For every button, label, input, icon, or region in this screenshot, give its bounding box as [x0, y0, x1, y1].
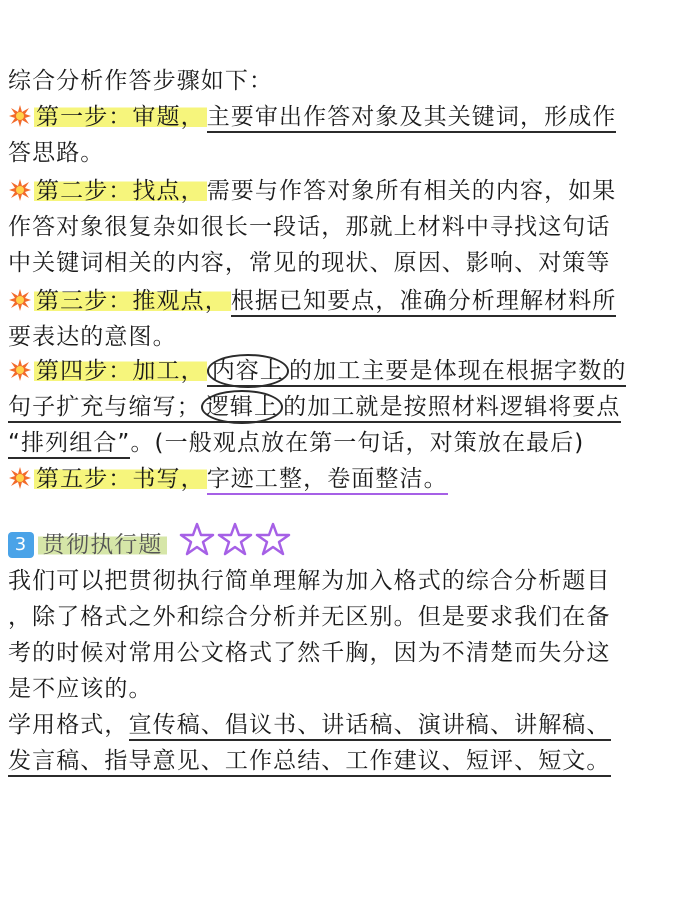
burst-icon — [8, 104, 32, 128]
step-3-line-2: 要表达的意图。 — [8, 324, 177, 350]
step-4-line-3: “排列组合”。(一般观点放在第一句话，对策放在最后) — [8, 424, 584, 462]
intro-line: 综合分析作答步骤如下： — [8, 68, 274, 94]
step-4-label: 第四步：加工， — [36, 358, 205, 384]
step-4-line-2: 句子扩充与缩写； 逻辑上 的加工就是按照材料逻辑将要点 — [8, 388, 621, 426]
section-3-heading — [8, 522, 291, 560]
burst-icon — [8, 466, 32, 490]
step-5-text: 字迹工整，卷面整洁。 — [207, 466, 448, 495]
section-3-title: 贯彻执行题 — [38, 532, 167, 558]
circled-content: 内容上 — [207, 354, 289, 388]
burst-icon — [8, 358, 32, 382]
burst-icon — [8, 288, 32, 312]
section-3-line-2: ，除了格式之外和综合分析并无区别。但是要求我们在备 — [8, 604, 611, 630]
keycap-3-icon: 3 — [8, 532, 34, 558]
step-2-line-1: 第二步：找点，需要与作答对象所有相关的内容，如果 — [8, 172, 616, 210]
formats-line-2 — [8, 742, 611, 780]
formats-list-1: 宣传稿、倡议书、讲话稿、演讲稿、讲解稿、 — [129, 712, 611, 741]
star-outline-icon — [179, 522, 291, 558]
step-2-label: 第二步：找点， — [36, 178, 205, 204]
step-3-label: 第三步：推观点， — [36, 288, 229, 314]
formats-line-1: 学用格式，宣传稿、倡议书、讲话稿、演讲稿、讲解稿、 — [8, 706, 611, 744]
step-1-label: 第一步：审题， — [36, 104, 205, 130]
step-5-line-1 — [8, 460, 448, 498]
step-3-line-1 — [8, 282, 616, 320]
step-1-line-1 — [8, 98, 616, 136]
formats-list-2: 发言稿、指导意见、工作总结、工作建议、短评、短文。 — [8, 748, 611, 777]
step-1-text: 主要审出作答对象及其关键词，形成作 — [207, 104, 617, 133]
step-4-line-1: 第四步：加工， 内容上 的加工主要是体现在根据字数的 — [8, 352, 626, 390]
step-2-line-2: 作答对象很复杂如很长一段话，那就上材料中寻找这句话 — [8, 214, 611, 240]
circled-logic: 逻辑上 — [201, 390, 283, 424]
step-2-line-3: 中关键词相关的内容，常见的现状、原因、影响、对策等 — [8, 250, 611, 276]
step-1-line-2: 答思路。 — [8, 140, 105, 166]
section-3-line-4: 是不应该的。 — [8, 676, 153, 702]
section-3-line-1: 我们可以把贯彻执行简单理解为加入格式的综合分析题目 — [8, 568, 611, 594]
step-3-text: 根据已知要点，准确分析理解材料所 — [231, 288, 617, 317]
burst-icon — [8, 178, 32, 202]
section-3-line-3: 考的时候对常用公文格式了然千胸，因为不清楚而失分这 — [8, 640, 611, 666]
step-5-label: 第五步：书写， — [36, 466, 205, 492]
